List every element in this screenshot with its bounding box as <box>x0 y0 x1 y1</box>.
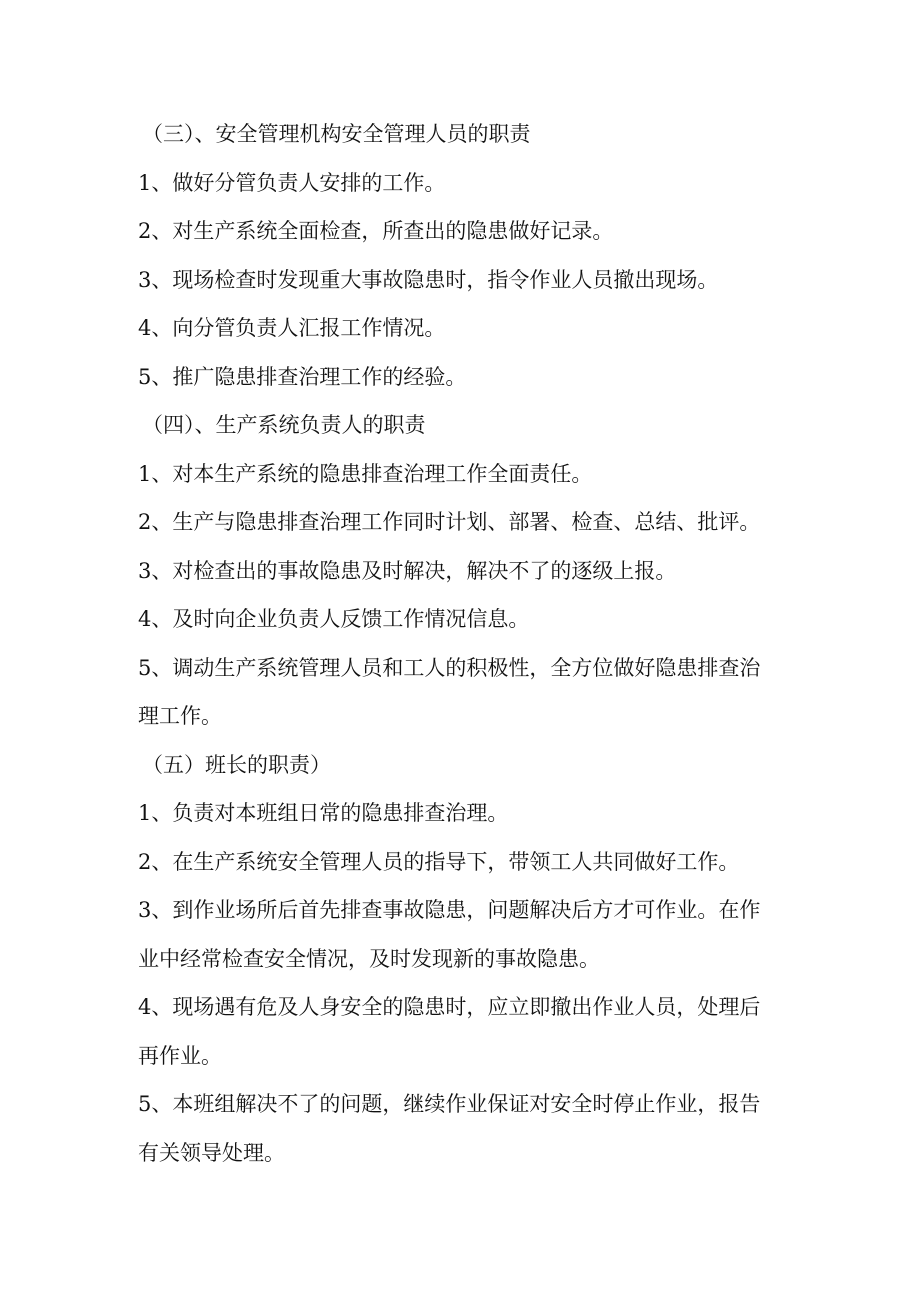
section-heading-3: （三）、安全管理机构安全管理人员的职责 <box>142 122 531 146</box>
text-line: 4、及时向企业负责人反馈工作情况信息。 <box>138 607 530 631</box>
text-line: 3、对检查出的事故隐患及时解决，解决不了的逐级上报。 <box>138 558 677 583</box>
text-line: 再作业。 <box>138 1043 222 1068</box>
section-heading-5: （五）班长的职责） <box>142 752 331 777</box>
document-body <box>138 110 788 1177</box>
text-line: 5、本班组解决不了的问题，继续作业保证对安全时停止作业，报告 <box>138 1092 761 1116</box>
text-line: 5、推广隐患排查治理工作的经验。 <box>138 364 467 389</box>
text-line: 3、现场检查时发现重大事故隐患时，指令作业人员撤出现场。 <box>138 267 719 292</box>
text-line: 2、在生产系统安全管理人员的指导下，带领工人共同做好工作。 <box>138 849 740 874</box>
text-line: 有关领导处理。 <box>138 1140 285 1165</box>
text-line: 1、对本生产系统的隐患排查治理工作全面责任。 <box>138 461 593 486</box>
text-line: 业中经常检查安全情况，及时发现新的事故隐患。 <box>138 946 600 971</box>
text-line: 1、做好分管负责人安排的工作。 <box>138 170 446 195</box>
text-line: 3、到作业场所后首先排查事故隐患，问题解决后方才可作业。在作 <box>138 898 761 922</box>
text-line: 2、对生产系统全面检查，所查出的隐患做好记录。 <box>138 219 614 243</box>
text-line: 4、现场遇有危及人身安全的隐患时，应立即撤出作业人员，处理后 <box>138 995 761 1019</box>
text-line: 2、生产与隐患排查治理工作同时计划、部署、检查、总结、批评。 <box>138 510 761 534</box>
text-line: 4、向分管负责人汇报工作情况。 <box>138 316 446 340</box>
text-line: 5、调动生产系统管理人员和工人的积极性，全方位做好隐患排查治 <box>138 655 761 680</box>
text-line: 1、负责对本班组日常的隐患排查治理。 <box>138 801 509 825</box>
text-line: 理工作。 <box>138 704 222 728</box>
section-heading-4: （四）、生产系统负责人的职责 <box>142 413 426 437</box>
